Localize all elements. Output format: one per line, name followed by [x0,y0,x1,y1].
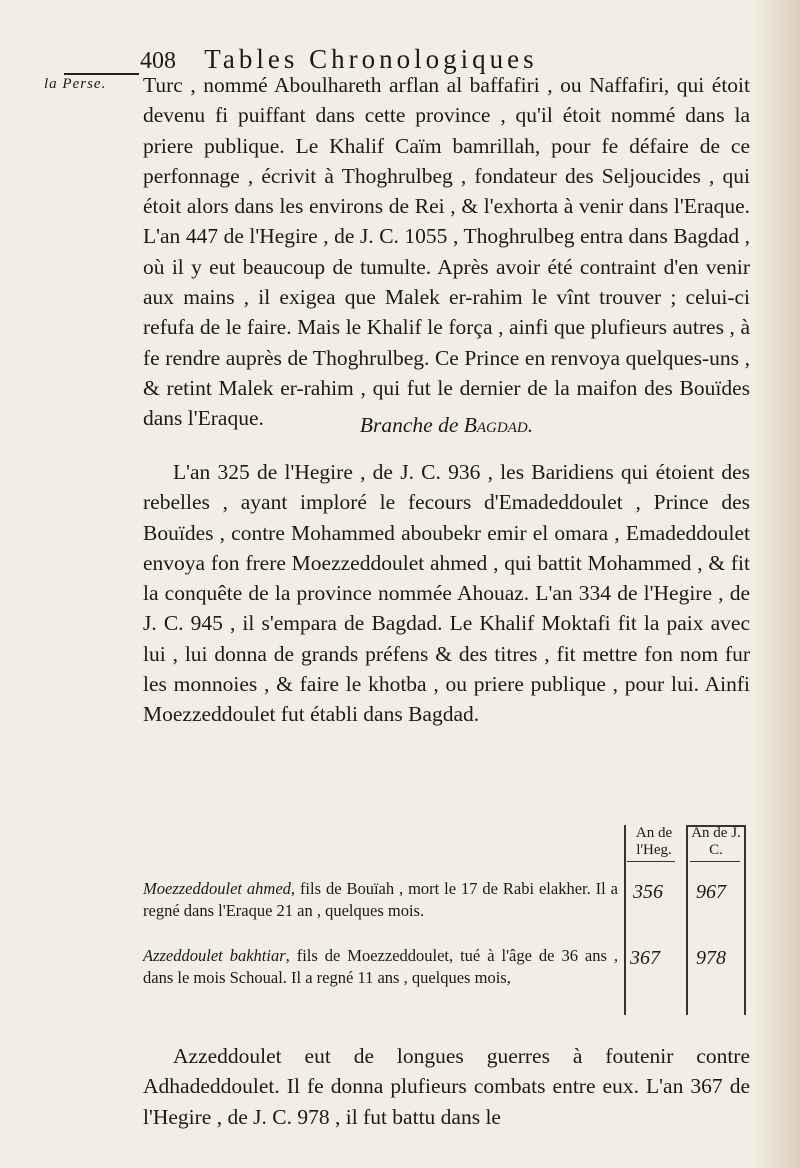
section-heading-prefix: Branche de [359,413,464,437]
year-hegire: 367 [630,947,660,969]
header-underline [690,861,740,862]
paragraph-2 [143,457,750,730]
year-hegire: 356 [633,881,663,903]
table-column-rule [744,825,746,1015]
ruler-name: Azzeddoulet bakhtiar [143,946,286,965]
section-heading-name: Bagdad. [463,413,534,437]
page-number: 408 [140,48,176,74]
marginal-note-text: la Perse. [44,76,107,92]
section-heading [143,413,750,438]
marginal-note [44,76,139,93]
table-row [143,878,618,922]
paragraph-1-text: Turc , nommé Aboulhareth arflan al baffafiri , ou Naffafiri, qui étoit devenu fi puiffant dans cette province , qu'il étoit nommé dans la priere publique. Le Khalif Caïm bamrillah, pour fe défaire de ce perfonnage , écrivit à Thoghrulbeg , fondateur des Seljoucides , qui étoit alors dans les environs de Rei , & l'exhorta à venir dans l'Eraque. L'an 447 de l'Hegire , de J. C. 1055 , Thoghrulbeg entra dans Bagdad , où il y eut beaucoup de tumulte. Après avoir été contraint d'en venir aux mains , il exigea que Malek er-rahim le vînt trouver ; celui-ci refufa de le faire. Mais le Khalif le força , ainfi que plufieurs autres , à fe rendre auprès de Thoghrulbeg. Ce Prince en renvoya quelques-uns , & retint Malek er-rahim , qui fut le dernier de la maifon des Bouïdes dans l'Eraque. [143,73,750,431]
paragraph-3 [143,1041,750,1132]
paragraph-1 [143,70,750,434]
paragraph-3-text: Azzeddoulet eut de longues guerres à foutenir contre Adhadeddoulet. Il fe donna plufieurs combats entre eux. L'an 367 de l'Hegire , de J. C. 978 , il fut battu dans le [143,1044,750,1129]
marginal-rule [64,73,139,75]
column-header-jc: An de J. C. [691,825,741,858]
year-jc: 978 [696,947,726,969]
paragraph-2-text: L'an 325 de l'Hegire , de J. C. 936 , les Baridiens qui étoient des rebelles , ayant imploré le fecours d'Emadeddoulet , Prince des Bouïdes , contre Mohammed aboubekr emir el omara , Emadeddoulet envoya fon frere Moezzeddoulet ahmed , qui battit Mohammed , & fit la conquête de la province nommée Ahouaz. L'an 334 de l'Hegire , de J. C. 945 , il s'empara de Bagdad. Le Khalif Moktafi fit la paix avec lui , lui donna de grands préfens & des titres , fit mettre fon nom fur les monnoies , & faire le khotba , ou priere publique , pour lui. Ainfi Moezzeddoulet fut établi dans Bagdad. [143,460,750,727]
page-edge-shadow [754,0,800,1168]
table-row [143,945,618,989]
ruler-name: Moezzeddoulet ahmed [143,879,291,898]
running-title: Tables Chronologiques [204,44,538,74]
column-header-hegire: An de l'Heg. [635,825,673,858]
ruler-description: , fils de Moezzeddoulet, tué à l'âge de 36 ans , dans le mois Schoual. Il a regné 11 ans , quelques mois, [143,946,618,987]
ruler-description: , fils de Bouïah , mort le 17 de Rabi elakher. Il a regné dans l'Eraque 21 an , quelques mois. [143,879,618,920]
chronology-table [143,825,750,1033]
year-jc: 967 [696,881,726,903]
header-underline [627,861,675,862]
